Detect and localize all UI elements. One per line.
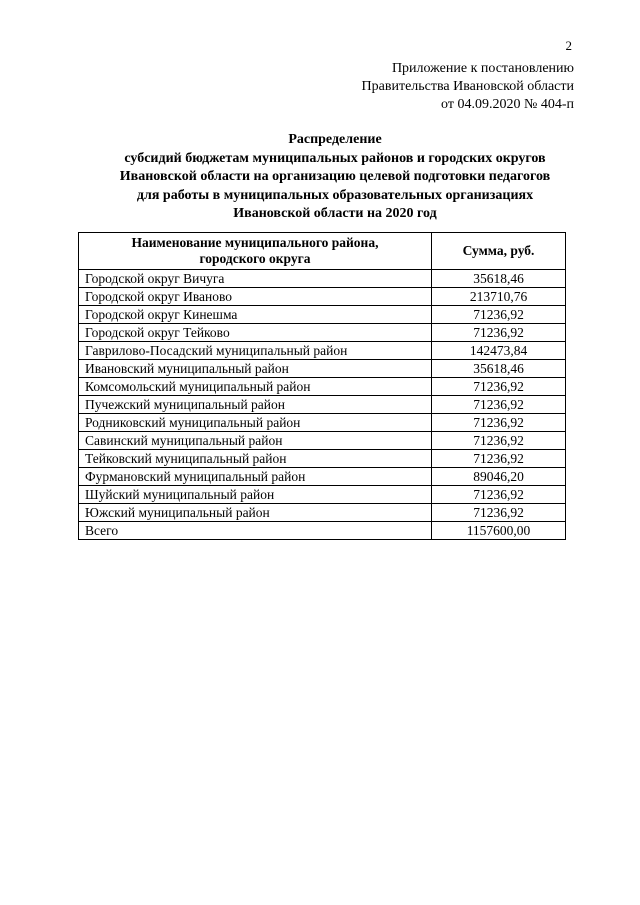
cell-amount: 1157600,00 bbox=[432, 522, 566, 540]
cell-name: Городской округ Иваново bbox=[79, 288, 432, 306]
page-number: 2 bbox=[565, 38, 572, 53]
cell-name: Шуйский муниципальный район bbox=[79, 486, 432, 504]
cell-amount: 71236,92 bbox=[432, 414, 566, 432]
cell-name: Южский муниципальный район bbox=[79, 504, 432, 522]
cell-amount: 142473,84 bbox=[432, 342, 566, 360]
table-row bbox=[79, 504, 566, 522]
cell-amount: 71236,92 bbox=[432, 306, 566, 324]
cell-amount: 71236,92 bbox=[432, 486, 566, 504]
document-title bbox=[60, 131, 610, 224]
table-row bbox=[79, 342, 566, 360]
cell-name: Гаврилово-Посадский муниципальный район bbox=[79, 342, 432, 360]
header-name-line: Наименование муниципального района, bbox=[131, 235, 379, 250]
table-row bbox=[79, 468, 566, 486]
appendix-line: от 04.09.2020 № 404-п bbox=[441, 97, 574, 112]
cell-name: Родниковский муниципальный район bbox=[79, 414, 432, 432]
header-name bbox=[79, 233, 432, 270]
cell-name: Всего bbox=[79, 522, 432, 540]
cell-amount: 71236,92 bbox=[432, 504, 566, 522]
table-row bbox=[79, 324, 566, 342]
table-total-row bbox=[79, 522, 566, 540]
table-row bbox=[79, 360, 566, 378]
appendix-line: Приложение к постановлению bbox=[391, 61, 574, 76]
header-amount: Сумма, руб. bbox=[432, 233, 566, 270]
cell-amount: 35618,46 bbox=[432, 360, 566, 378]
table-row bbox=[79, 270, 566, 288]
cell-amount: 213710,76 bbox=[432, 288, 566, 306]
title-line: субсидий бюджетам муниципальных районов и городских округов bbox=[124, 150, 546, 166]
cell-name: Пучежский муниципальный район bbox=[79, 396, 432, 414]
header-name-line: городского округа bbox=[199, 251, 311, 266]
cell-amount: 71236,92 bbox=[432, 324, 566, 342]
appendix-line: Правительства Ивановской области bbox=[361, 79, 574, 94]
cell-amount: 71236,92 bbox=[432, 396, 566, 414]
cell-amount: 35618,46 bbox=[432, 270, 566, 288]
cell-name: Тейковский муниципальный район bbox=[79, 450, 432, 468]
table-row bbox=[79, 396, 566, 414]
cell-name: Городской округ Кинешма bbox=[79, 306, 432, 324]
title-line: Ивановской области на 2020 год bbox=[233, 206, 437, 222]
cell-name: Городской округ Тейково bbox=[79, 324, 432, 342]
title-line: Ивановской области на организацию целевой подготовки педагогов bbox=[119, 169, 551, 185]
cell-name: Савинский муниципальный район bbox=[79, 432, 432, 450]
cell-name: Городской округ Вичуга bbox=[79, 270, 432, 288]
cell-amount: 71236,92 bbox=[432, 432, 566, 450]
distribution-table bbox=[78, 232, 566, 540]
title-line: Распределение bbox=[288, 132, 382, 147]
table-row bbox=[79, 486, 566, 504]
table-row bbox=[79, 414, 566, 432]
cell-name: Фурмановский муниципальный район bbox=[79, 468, 432, 486]
cell-amount: 71236,92 bbox=[432, 450, 566, 468]
cell-name: Комсомольский муниципальный район bbox=[79, 378, 432, 396]
cell-amount: 71236,92 bbox=[432, 378, 566, 396]
cell-amount: 89046,20 bbox=[432, 468, 566, 486]
table-row bbox=[79, 288, 566, 306]
appendix-note bbox=[362, 60, 574, 114]
table-row bbox=[79, 378, 566, 396]
table-header-row bbox=[79, 233, 566, 270]
table-row bbox=[79, 306, 566, 324]
cell-name: Ивановский муниципальный район bbox=[79, 360, 432, 378]
table-row bbox=[79, 432, 566, 450]
title-line: для работы в муниципальных образовательных организациях bbox=[136, 187, 534, 203]
table-row bbox=[79, 450, 566, 468]
